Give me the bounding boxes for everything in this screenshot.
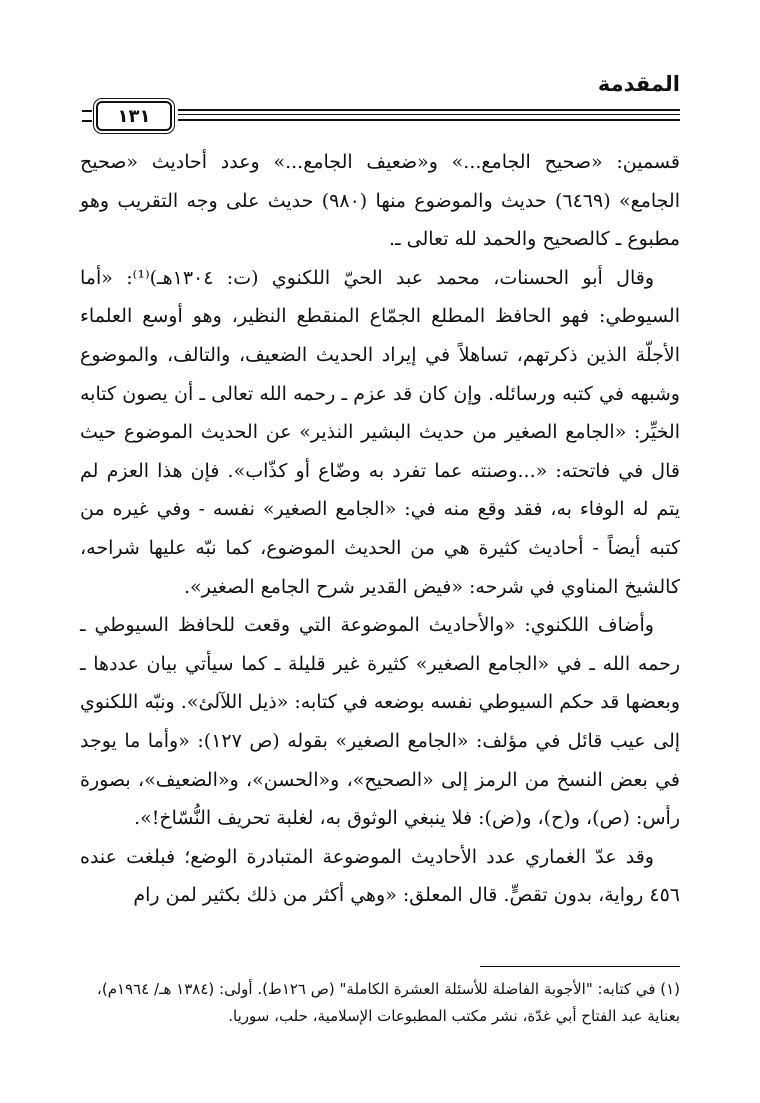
paragraph: وقد عدّ الغماري عدد الأحاديث الموضوعة المتبادرة الوضع؛ فبلغت عنده ٤٥٦ رواية، بدون تقصٍّ. قال المعلق: «وهي أكثر من ذلك بكثير لمن رام bbox=[80, 845, 680, 907]
running-title: المقدمة bbox=[597, 72, 680, 96]
paragraph: وقال أبو الحسنات، محمد عبد الحيّ اللكنوي (ت: ١٣٠٤هـ)⁽¹⁾: «أما السيوطي: فهو الحافظ المطلع الجمّاع المنقطع النظير، وهو أوسع العلماء الأجلّة الذين ذكرتهم، تساهلاً في إيراد الحديث الضعيف، والتالف، والموضوع وشبهه في كتبه ورسائله. وإن كان قد عزم ـ رحمه الله تعالى ـ أن يصون كتابه الخيِّر: «الجامع الصغير من حديث البشير النذير» عن الحديث الموضوع حيث قال في فاتحته: «...وصنته عما تفرد به وضّاع أو كذّاب». فإن هذا العزم لم يتم له الوفاء به، فقد وقع منه في: «الجامع الصغير» نفسه - وفي غيره من كتبه أيضاً - أحاديث كثيرة هي من الحديث الموضوع، كما نبّه عليها شراحه، كالشيخ المناوي في شرحه: «فيض القدير شرح الجامع الصغير». bbox=[80, 266, 680, 598]
header-rule-tick bbox=[82, 110, 92, 122]
footnote: (١) في كتابه: "الأجوبة الفاضلة للأسئلة العشرة الكاملة" (ص ١٢٦ط). أولى: (١٣٨٤ هـ/ ١٩٦٤م)، بعناية عبد الفتاح أبي غدّة، نشر مكتب المطبوعات الإسلامية، حلب، سوريا. bbox=[97, 980, 680, 1025]
page-number: ١٣١ bbox=[96, 101, 172, 131]
main-text bbox=[80, 143, 680, 915]
header-rule bbox=[86, 103, 680, 127]
paragraph: قسمين: «صحيح الجامع...» و«ضعيف الجامع...» وعدد أحاديث «صحيح الجامع» (٦٤٦٩) حديث والموضوع منها (٩٨٠) حديث على وجه التقريب وهو مطبوع ـ كالصحيح والحمد لله تعالى ـ. bbox=[80, 151, 680, 251]
footnotes bbox=[80, 976, 680, 1030]
footnote-separator bbox=[480, 966, 680, 967]
header-double-line bbox=[178, 109, 680, 121]
paragraph: وأضاف اللكنوي: «والأحاديث الموضوعة التي وقعت للحافظ السيوطي ـ رحمه الله ـ في «الجامع الصغير» كثيرة غير قليلة ـ كما سيأتي بيان عددها ـ وبعضها قد حكم السيوطي نفسه بوضعه في كتابه: «ذيل اللآلئ». ونبّه اللكنوي إلى عيب قائل في مؤلف: «الجامع الصغير» بقوله (ص ١٢٧): «وأما ما يوجد في بعض النسخ من الرمز إلى «الصحيح»، و«الحسن»، و«الضعيف»، بصورة رأس: (ص)، و(ح)، و(ض): فلا ينبغي الوثوق به، لغلبة تحريف النُّسّاخ!». bbox=[80, 614, 681, 830]
